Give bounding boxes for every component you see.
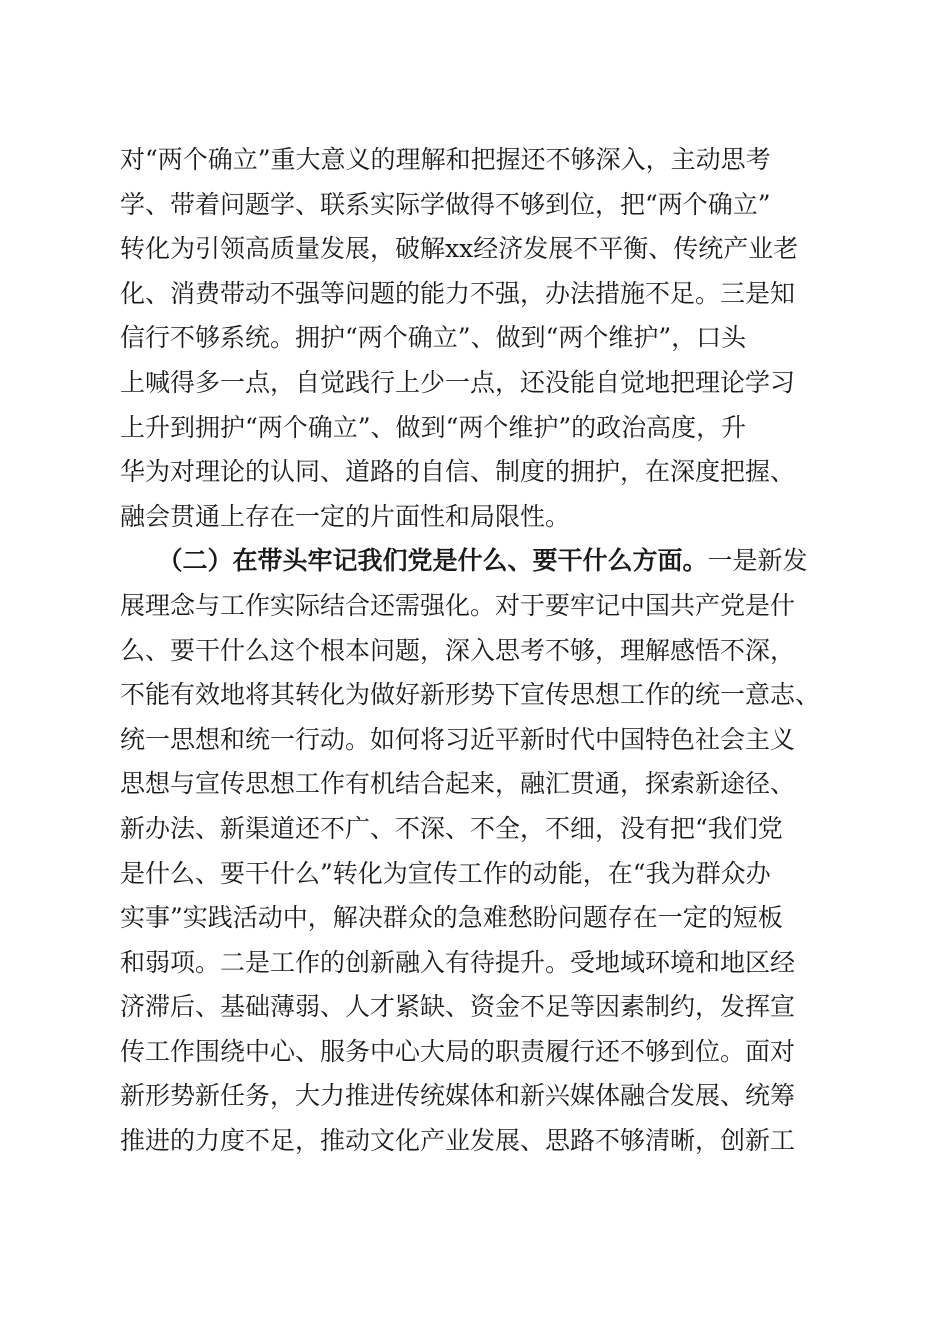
paragraph-line: 实事”实践活动中，解决群众的急难愁盼问题存在一定的短板 (120, 903, 783, 933)
paragraph-line: 传工作围绕中心、服务中心大局的职责履行还不够到位。面对 (120, 1036, 796, 1066)
paragraph-line: 济滞后、基础薄弱、人才紧缺、资金不足等因素制约，发挥宣 (120, 992, 796, 1022)
paragraph-line: 上升到拥护“两个确立”、做到“两个维护”的政治高度，升 (120, 412, 747, 442)
paragraph-line: 新形势新任务，大力推进传统媒体和新兴媒体融合发展、统筹 (120, 1081, 796, 1111)
paragraph-line: 学、带着问题学、联系实际学做得不够到位，把“两个确立” (120, 189, 771, 219)
body-text (120, 138, 840, 1164)
paragraph-line: 推进的力度不足，推动文化产业发展、思路不够清晰，创新工 (120, 1126, 796, 1156)
paragraph-line: 新办法、新渠道还不广、不深、不全，不细，没有把“我们党 (120, 813, 783, 843)
paragraph-line: 和弱项。二是工作的创新融入有待提升。受地域环境和地区经 (120, 947, 796, 977)
paragraph-line: 华为对理论的认同、道路的自信、制度的拥护，在深度把握、 (120, 457, 796, 487)
paragraph-line: 对“两个确立”重大意义的理解和把握还不够深入，主动思考 (120, 145, 771, 174)
section-first-line (120, 539, 840, 584)
section-first-line-rest: 一是新发 (707, 546, 808, 576)
paragraph-line: 不能有效地将其转化为做好新形势下宣传思想工作的统一意志、 (120, 680, 821, 710)
paragraph-line: 统一思想和统一行动。如何将习近平新时代中国特色社会主义 (120, 724, 796, 754)
paragraph-line: 化、消费带动不强等问题的能力不强，办法措施不足。三是知 (120, 278, 796, 308)
paragraph-line: 融会贯通上存在一定的片面性和局限性。 (120, 501, 571, 531)
section-heading: （二）在带头牢记我们党是什么、要干什么方面。 (170, 546, 708, 576)
paragraph-line: 上喊得多一点，自觉践行上少一点，还没能自觉地把理论学习 (120, 367, 796, 397)
paragraph-line: 么、要干什么这个根本问题，深入思考不够，理解感悟不深， (120, 635, 796, 665)
paragraph-line: 是什么、要干什么”转化为宣传工作的动能，在“我为群众办 (120, 858, 771, 888)
paragraph-line: 信行不够系统。拥护“两个确立”、做到“两个维护”，口头 (120, 323, 747, 353)
paragraph-line: 转化为引领高质量发展，破解xx经济发展不平衡、传统产业老 (120, 234, 799, 264)
paragraph-line: 思想与宣传思想工作有机结合起来，融汇贯通，探索新途径、 (120, 769, 796, 799)
paragraph-line: 展理念与工作实际结合还需强化。对于要牢记中国共产党是什 (120, 590, 796, 620)
